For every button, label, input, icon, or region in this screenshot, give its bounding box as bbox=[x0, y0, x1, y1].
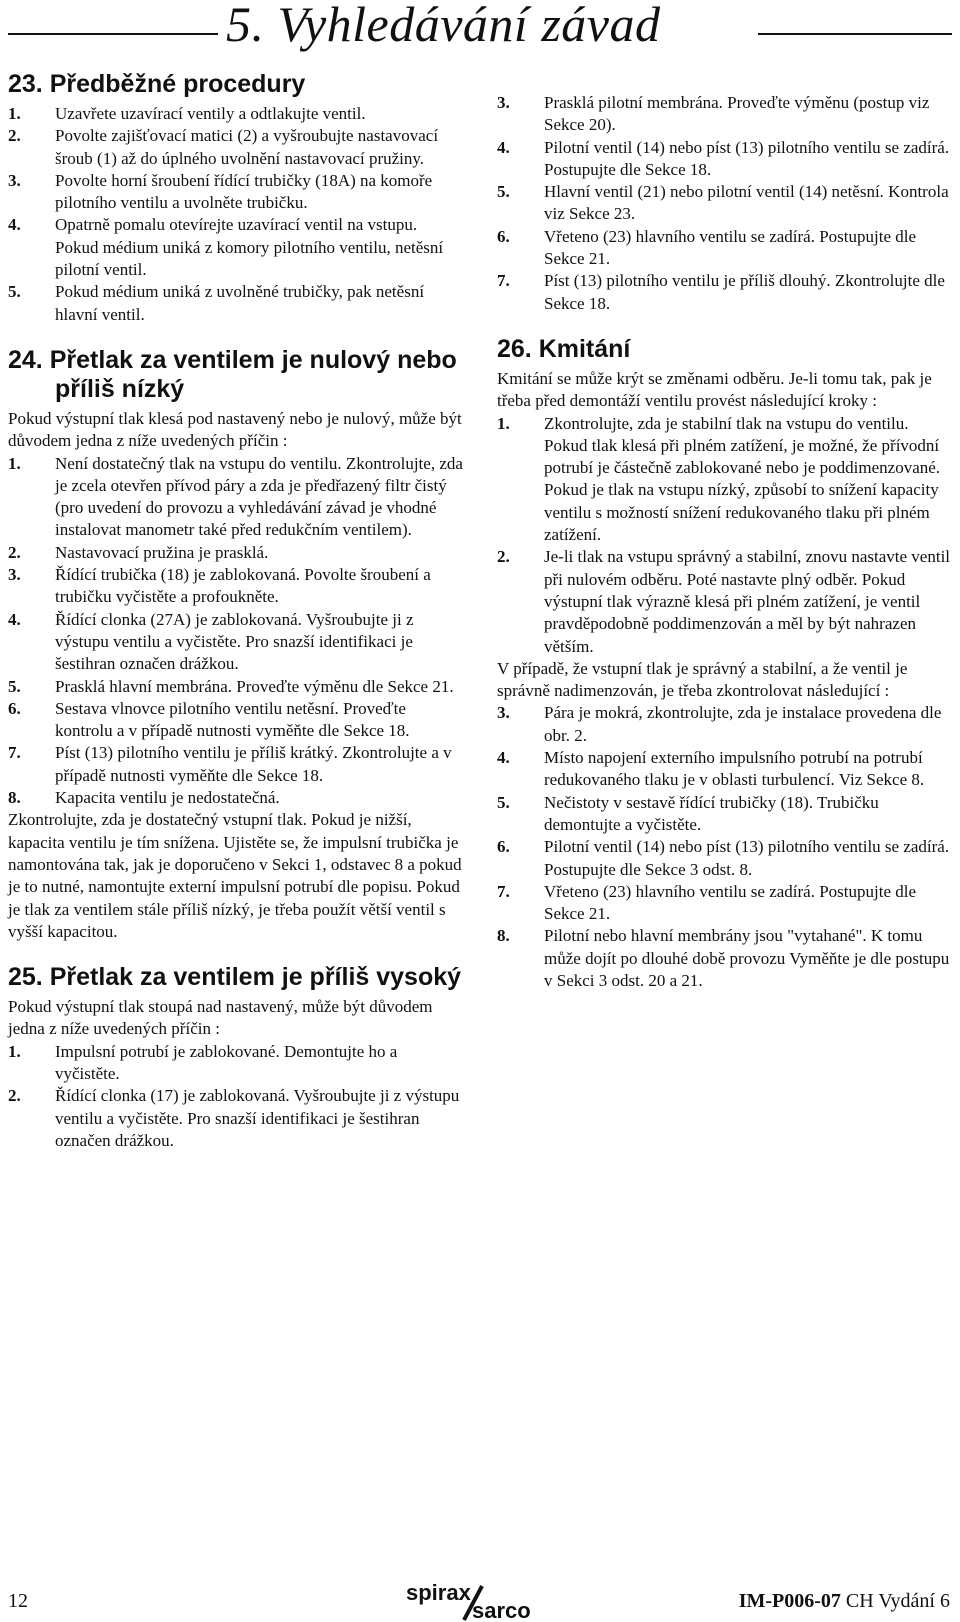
section-26-title: 26. Kmitání bbox=[497, 334, 631, 363]
list-item: 1. Není dostatečný tlak na vstupu do ventilu. Zkontrolujte, zda je zcela otevřen přívod páry a zda je předřazený filtr čistý (pro uvedení do provozu a vyhledávání závad je vhodné instalovat manometr také před redukčním ventilem). bbox=[8, 453, 463, 540]
section-25-intro: Pokud výstupní tlak stoupá nad nastavený, může být důvodem jedna z níže uvedených příčin : bbox=[8, 997, 433, 1039]
list-item: 3. Řídící trubička (18) je zablokovaná. Povolte šroubení a trubičku vyčistěte a profoukněte. bbox=[8, 565, 431, 607]
section-23-list bbox=[8, 103, 463, 326]
page-footer bbox=[0, 1580, 960, 1622]
list-item: 6. Sestava vlnovce pilotního ventilu netěsní. Proveďte kontrolu a v případě nutnosti vyměňte dle Sekce 18. bbox=[8, 698, 410, 741]
section-26-list-a bbox=[497, 413, 952, 658]
list-item: 1. Uzavřete uzavírací ventily a odtlakujte ventil. bbox=[8, 104, 366, 123]
page-number: 12 bbox=[8, 1590, 28, 1612]
section-24-list bbox=[8, 453, 463, 810]
list-item: 8. Kapacita ventilu je nedostatečná. bbox=[8, 788, 280, 808]
doc-edition: CH Vydání 6 bbox=[845, 1590, 950, 1612]
list-item: 5. Pokud médium uniká z uvolněné trubičky, pak netěsní hlavní ventil. bbox=[8, 282, 425, 324]
logo-word-sarco: sarco bbox=[472, 1598, 531, 1622]
left-column bbox=[8, 70, 463, 1152]
list-item: 7. Vřeteno (23) hlavního ventilu se zadírá. Postupujte dle Sekce 21. bbox=[497, 881, 917, 924]
section-25-title: 25. Přetlak za ventilem je příliš vysoký bbox=[8, 963, 462, 992]
list-item: 3. Povolte horní šroubení řídící trubičky (18A) na komoře pilotního ventilu a uvolněte trubičku. bbox=[8, 170, 433, 213]
list-item: 8. Pilotní nebo hlavní membrány jsou "vytahané". K tomu může dojít po dlouhé době provozu Vyměňte je dle postupu v Sekci 3 odst. 20 a 21. bbox=[497, 926, 950, 990]
section-24-intro: Pokud výstupní tlak klesá pod nastavený nebo je nulový, může být důvodem jedna z níže uvedených příčin : bbox=[8, 408, 462, 451]
section-25-continued-list bbox=[497, 92, 952, 315]
list-item: 5. Nečistoty v sestavě řídící trubičky (18). Trubičku demontujte a vyčistěte. bbox=[497, 792, 879, 834]
list-item: 5. Hlavní ventil (21) nebo pilotní ventil (14) netěsní. Kontrola viz Sekce 23. bbox=[497, 182, 949, 224]
list-item: 1. Impulsní potrubí je zablokované. Demontujte ho a vyčistěte. bbox=[8, 1041, 398, 1083]
header-rule-right bbox=[758, 33, 952, 35]
list-item: 2. Nastavovací pružina je prasklá. bbox=[8, 542, 269, 562]
list-item: 3. Pára je mokrá, zkontrolujte, zda je instalace provedena dle obr. 2. bbox=[497, 703, 942, 745]
section-26-intro: Kmitání se může krýt se změnami odběru. Je-li tomu tak, pak je třeba před demontáží ventilu provést následující kroky : bbox=[497, 368, 932, 411]
list-item: 7. Píst (13) pilotního ventilu je příliš dlouhý. Zkontrolujte dle Sekce 18. bbox=[497, 271, 945, 313]
list-item: 4. Opatrně pomalu otevírejte uzavírací ventil na vstupu. Pokud médium uniká z komory pilotního ventilu, netěsní pilotní ventil. bbox=[8, 215, 444, 280]
right-column bbox=[497, 92, 952, 992]
logo-word-spirax: spirax bbox=[406, 1580, 471, 1605]
list-item: 2. Povolte zajišťovací matici (2) a vyšroubujte nastavovací šroub (1) až do úplného uvolnění nastavovací pružiny. bbox=[8, 126, 439, 168]
document-id bbox=[739, 1590, 950, 1613]
list-item: 1. Zkontrolujte, zda je stabilní tlak na vstupu do ventilu. Pokud tlak klesá při plném zatížení, je možné, že přívodní potrubí je částečně zablokované nebo je poddimenzované. Pokud je tlak na vstupu nízký, způsobí to snížení kapacity ventilu s možností snížení redukovaného tlaku při plném zatížení. bbox=[497, 413, 941, 545]
list-item: 4. Pilotní ventil (14) nebo píst (13) pilotního ventilu se zadírá. Postupujte dle Sekce 18. bbox=[497, 137, 950, 179]
list-item: 4. Místo napojení externího impulsního potrubí na potrubí redukovaného tlaku je v oblasti turbulencí. Viz Sekce 8. bbox=[497, 748, 925, 790]
page-header bbox=[0, 0, 960, 56]
section-26-list-b bbox=[497, 702, 952, 992]
list-item: 3. Prasklá pilotní membrána. Proveďte výměnu (postup viz Sekce 20). bbox=[497, 93, 930, 135]
chapter-title: 5. Vyhledávání závad bbox=[226, 0, 661, 52]
list-item: 6. Vřeteno (23) hlavního ventilu se zadírá. Postupujte dle Sekce 21. bbox=[497, 226, 917, 269]
section-26-middle: V případě, že vstupní tlak je správný a stabilní, a že ventil je správně nadimenzován, je třeba zkontrolovat následující : bbox=[497, 658, 908, 701]
doc-code: IM-P006-07 bbox=[738, 1590, 841, 1612]
list-item: 5. Prasklá hlavní membrána. Proveďte výměnu dle Sekce 21. bbox=[8, 676, 454, 696]
spirax-sarco-logo bbox=[398, 1580, 558, 1622]
header-rule-left bbox=[8, 33, 218, 35]
list-item: 4. Řídící clonka (27A) je zablokovaná. Vyšroubujte ji z výstupu ventilu a vyčistěte. Pro snazší identifikaci je šestihran označen drážkou. bbox=[8, 609, 414, 674]
list-item: 6. Pilotní ventil (14) nebo píst (13) pilotního ventilu se zadírá. Postupujte dle Sekce 3 odst. 8. bbox=[497, 837, 950, 879]
list-item: 2. Je-li tlak na vstupu správný a stabilní, znovu nastavte ventil při nulovém odběru. Poté nastavte plný odběr. Pokud výstupní tlak výrazně klesá při plném zatížení, je ventil pravděpodobně poddimenzován a měl by být nahrazen větším. bbox=[497, 547, 951, 656]
section-25-list bbox=[8, 1041, 463, 1152]
list-item: 7. Píst (13) pilotního ventilu je příliš krátký. Zkontrolujte a v případě nutnosti vyměňte dle Sekce 18. bbox=[8, 743, 452, 785]
section-23-title: 23. Předběžné procedury bbox=[8, 70, 306, 98]
section-24-outro: Zkontrolujte, zda je dostatečný vstupní tlak. Pokud je nižší, kapacita ventilu je tím snížena. Ujistěte se, že impulsní trubička je namontována tak, jak je doporučeno v Sekci 1, odstavec 8 a pokud je to nutné, namontujte externí impulsní potrubí dle popisu. Pokud je tlak za ventilem stále příliš nízký, je třeba použít větší ventil s vyšší kapacitou. bbox=[8, 810, 462, 941]
section-24-title: 24. Přetlak za ventilem je nulový nebo příliš nízký bbox=[8, 345, 457, 403]
list-item: 2. Řídící clonka (17) je zablokovaná. Vyšroubujte ji z výstupu ventilu a vyčistěte. Pro snazší identifikaci je šestihran označen drážkou. bbox=[8, 1086, 460, 1150]
